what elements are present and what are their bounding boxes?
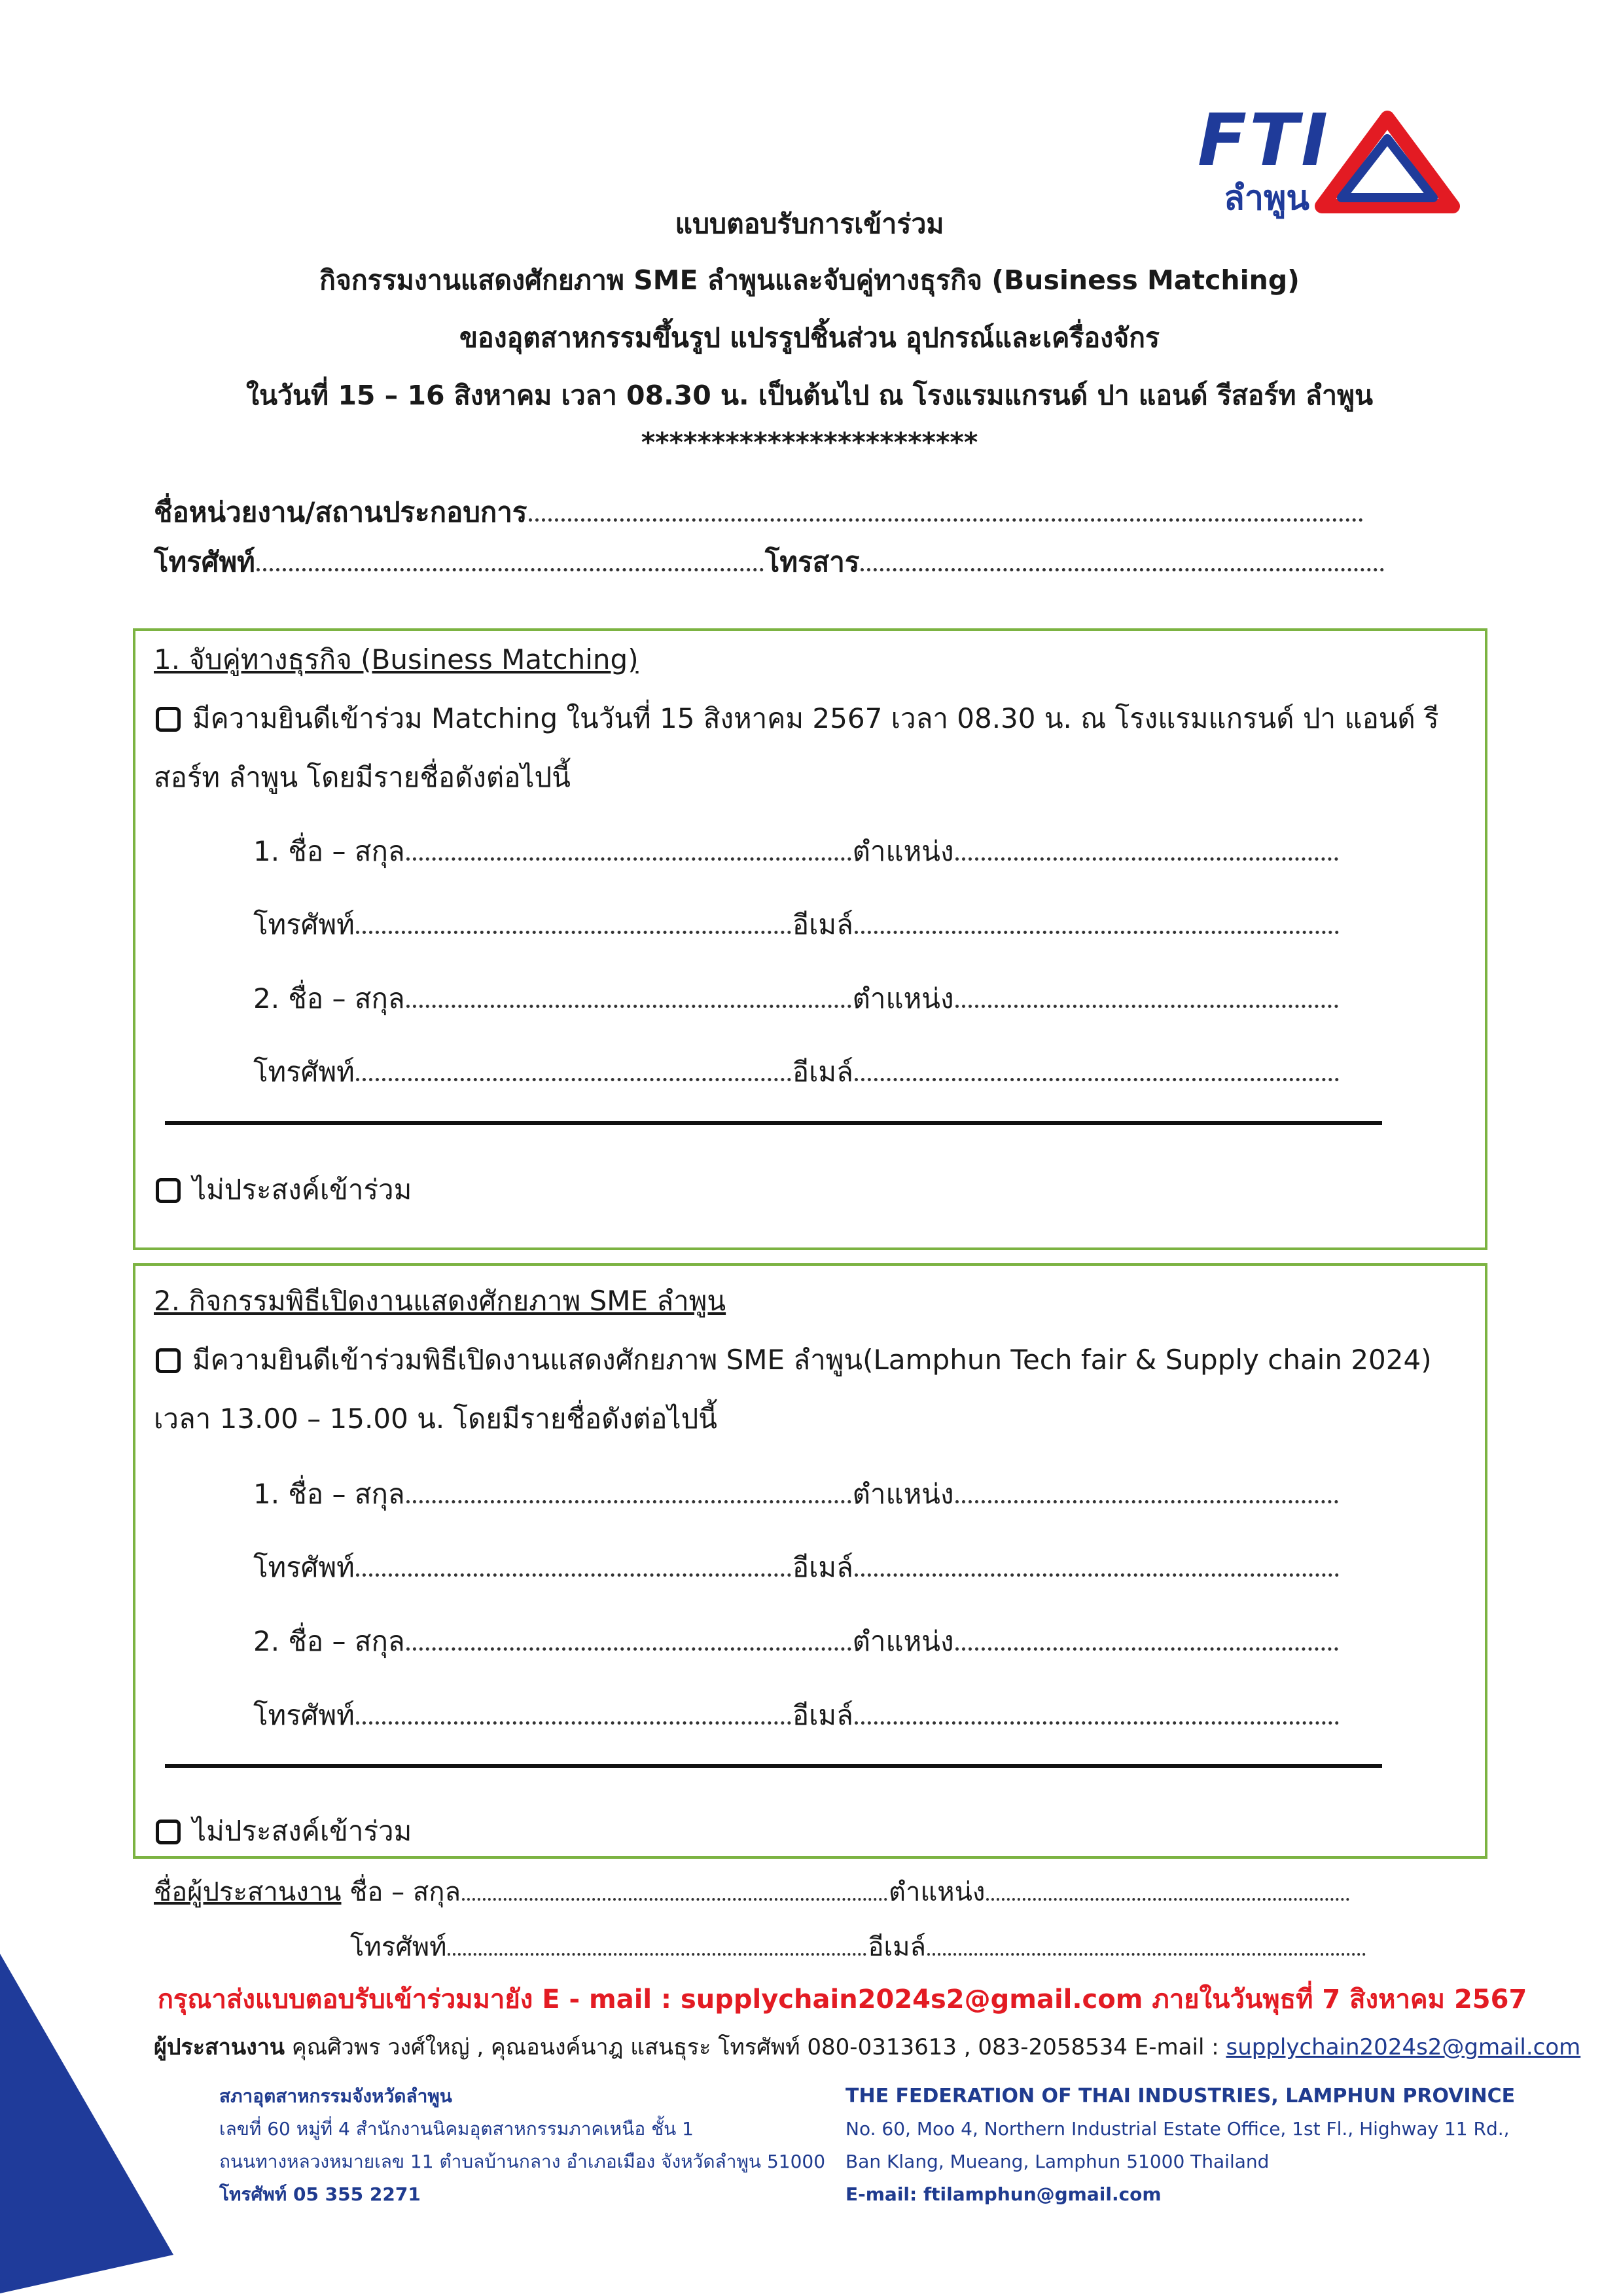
section2-yes-checkbox[interactable] — [156, 1348, 181, 1373]
s1-p2-position-field[interactable] — [955, 1001, 1338, 1008]
coordinator-phone-field[interactable] — [448, 1949, 866, 1956]
s2-p1-contact-row — [253, 1546, 1340, 1589]
org-phone-field[interactable] — [257, 564, 764, 571]
footer-english — [845, 2080, 1515, 2211]
corner-triangle-icon — [0, 1954, 177, 2293]
footer-th-line1: เลขที่ 60 หมู่ที่ 4 สำนักงานนิคมอุตสาหกรรมภาคเหนือ ชั้น 1 — [219, 2118, 694, 2140]
s2-p1-name-label: 1. ชื่อ – สกุล — [253, 1478, 405, 1510]
section1-no-option[interactable] — [156, 1168, 412, 1211]
s1-p2-position-label: ตำแหน่ง — [852, 982, 954, 1014]
contact-email-link[interactable]: supplychain2024s2@gmail.com — [1226, 2034, 1581, 2060]
contact-row — [154, 2029, 1580, 2064]
coordinator-row1 — [154, 1871, 1351, 1912]
s1-p2-contact-row — [253, 1050, 1340, 1094]
submission-notice: กรุณาส่งแบบตอบรับเข้าร่วมมายัง E - mail : supplychain2024s2@gmail.com ภายในวันพุธที่ 7 สิงหาคม 2567 — [157, 1984, 1527, 2015]
org-name-row — [154, 491, 1364, 534]
coordinator-name-label: ชื่อ – สกุล — [349, 1877, 461, 1907]
coordinator-name-field[interactable] — [462, 1894, 887, 1901]
section2-yes-line2: เวลา 13.00 – 15.00 น. โดยมีรายชื่อดังต่อไปนี้ — [154, 1403, 717, 1435]
coordinator-email-label: อีเมล์ — [868, 1932, 927, 1962]
section1-yes-line2: สอร์ท ลำพูน โดยมีรายชื่อดังต่อไปนี้ — [154, 761, 571, 793]
section1-yes-option[interactable] — [156, 697, 1439, 740]
s2-p1-email-label: อีเมล์ — [792, 1551, 853, 1583]
s1-p1-phone-label: โทรศัพท์ — [253, 908, 355, 941]
section2-yes-option[interactable] — [156, 1338, 1432, 1382]
section1-yes-checkbox[interactable] — [156, 707, 181, 732]
footer-en-line1: No. 60, Moo 4, Northern Industrial Estate Office, 1st Fl., Highway 11 Rd., — [845, 2118, 1510, 2140]
section2-no-label: ไม่ประสงค์เข้าร่วม — [192, 1815, 412, 1847]
s2-p2-phone-label: โทรศัพท์ — [253, 1699, 355, 1731]
s2-p1-phone-label: โทรศัพท์ — [253, 1551, 355, 1583]
section1-no-label: ไม่ประสงค์เข้าร่วม — [192, 1174, 412, 1206]
contact-label: ผู้ประสานงาน — [154, 2034, 285, 2060]
footer-th-title: สภาอุตสาหกรรมจังหวัดลำพูน — [219, 2085, 452, 2107]
footer-en-email: E-mail: ftilamphun@gmail.com — [845, 2183, 1162, 2205]
footer-th-line2: ถนนทางหลวงหมายเลข 11 ตำบลบ้านกลาง อำเภอเมือง จังหวัดลำพูน 51000 — [219, 2151, 826, 2172]
footer-en-title: THE FEDERATION OF THAI INDUSTRIES, LAMPHUN PROVINCE — [845, 2085, 1516, 2108]
s1-p1-name-label: 1. ชื่อ – สกุล — [253, 835, 405, 867]
event-date: ในวันที่ 15 – 16 สิงหาคม เวลา 08.30 น. เป็นต้นไป ณ โรงแรมแกรนด์ ปา แอนด์ รีสอร์ท ลำพูน — [245, 380, 1374, 411]
org-fax-label: โทรสาร — [764, 546, 860, 578]
s2-p2-name-field[interactable] — [406, 1643, 851, 1651]
s2-p2-position-field[interactable] — [955, 1643, 1338, 1651]
s1-p1-name-row — [253, 830, 1340, 873]
section1-no-checkbox[interactable] — [156, 1178, 181, 1203]
separator-stars: ************************ — [641, 427, 978, 458]
s2-p1-name-row — [253, 1473, 1340, 1516]
org-fax-field[interactable] — [861, 564, 1384, 571]
s1-p1-position-field[interactable] — [955, 853, 1338, 861]
section1-divider — [165, 1121, 1382, 1125]
form-title: แบบตอบรับการเข้าร่วม — [675, 208, 944, 240]
coordinator-email-field[interactable] — [927, 1949, 1366, 1956]
event-subtitle: ของอุตสาหกรรมขึ้นรูป แปรรูปชิ้นส่วน อุปกรณ์และเครื่องจักร — [459, 322, 1160, 353]
section1-yes-label: มีความยินดีเข้าร่วม Matching ในวันที่ 15 สิงหาคม 2567 เวลา 08.30 น. ณ โรงแรมแกรนด์ ปา แอนด์ รี — [192, 702, 1439, 734]
contact-text: คุณศิวพร วงศ์ใหญ่ , คุณอนงค์นาฎ แสนธุระ โทรศัพท์ 080-0313613 , 083-2058534 E-mail : — [285, 2034, 1226, 2060]
s1-p1-position-label: ตำแหน่ง — [852, 835, 954, 867]
fti-logo-text: FTI — [1198, 98, 1331, 182]
s1-p1-email-label: อีเมล์ — [792, 908, 853, 941]
s1-p1-email-field[interactable] — [855, 927, 1339, 934]
s2-p2-phone-field[interactable] — [356, 1717, 791, 1725]
s1-p2-name-field[interactable] — [406, 1001, 851, 1008]
s1-p1-phone-field[interactable] — [356, 927, 791, 934]
section2-no-option[interactable] — [156, 1810, 412, 1853]
section2-yes-label: มีความยินดีเข้าร่วมพิธีเปิดงานแสดงศักยภาพ SME ลำพูน(Lamphun Tech fair & Supply chain 2024) — [192, 1344, 1432, 1376]
event-title: กิจกรรมงานแสดงศักยภาพ SME ลำพูนและจับคู่ทางธุรกิจ (Business Matching) — [319, 264, 1300, 296]
s2-p1-name-field[interactable] — [406, 1496, 851, 1503]
coordinator-position-field[interactable] — [986, 1894, 1349, 1901]
fti-logo — [1191, 98, 1479, 216]
footer-en-line2: Ban Klang, Mueang, Lamphun 51000 Thailand — [845, 2151, 1270, 2172]
footer-thai — [219, 2080, 825, 2211]
s1-p2-name-row — [253, 977, 1340, 1020]
s2-p1-email-field[interactable] — [855, 1570, 1339, 1577]
s2-p2-name-row — [253, 1620, 1340, 1663]
s2-p2-name-label: 2. ชื่อ – สกุล — [253, 1625, 405, 1657]
org-phone-row — [154, 541, 1385, 584]
s1-p2-name-label: 2. ชื่อ – สกุล — [253, 982, 405, 1014]
s1-p1-name-field[interactable] — [406, 853, 851, 861]
s2-p1-position-label: ตำแหน่ง — [852, 1478, 954, 1510]
s1-p2-phone-field[interactable] — [356, 1074, 791, 1081]
s2-p2-email-label: อีเมล์ — [792, 1699, 853, 1731]
s2-p1-phone-field[interactable] — [356, 1570, 791, 1577]
org-phone-label: โทรศัพท์ — [154, 546, 255, 578]
org-name-label: ชื่อหน่วยงาน/สถานประกอบการ — [154, 496, 527, 528]
s1-p2-phone-label: โทรศัพท์ — [253, 1056, 355, 1088]
s1-p2-email-label: อีเมล์ — [792, 1056, 853, 1088]
s2-p2-email-field[interactable] — [855, 1717, 1339, 1725]
corner-decoration — [0, 1954, 177, 2293]
coordinator-row2 — [350, 1926, 1367, 1967]
section1-title: 1. จับคู่ทางธุรกิจ (Business Matching) — [154, 643, 639, 675]
coordinator-phone-label: โทรศัพท์ — [350, 1932, 447, 1962]
footer-th-phone: โทรศัพท์ 05 355 2271 — [219, 2183, 421, 2205]
section2-title: 2. กิจกรรมพิธีเปิดงานแสดงศักยภาพ SME ลำพูน — [154, 1285, 726, 1317]
s2-p2-position-label: ตำแหน่ง — [852, 1625, 954, 1657]
s2-p1-position-field[interactable] — [955, 1496, 1338, 1503]
s1-p1-contact-row — [253, 903, 1340, 946]
coordinator-position-label: ตำแหน่ง — [889, 1877, 986, 1907]
coordinator-label: ชื่อผู้ประสานงาน — [154, 1877, 342, 1907]
fti-logo-subtitle: ลำพูน — [1224, 179, 1309, 218]
s2-p2-contact-row — [253, 1694, 1340, 1737]
org-name-field[interactable] — [529, 514, 1363, 522]
section2-no-checkbox[interactable] — [156, 1820, 181, 1844]
s1-p2-email-field[interactable] — [855, 1074, 1339, 1081]
section2-divider — [165, 1764, 1382, 1768]
